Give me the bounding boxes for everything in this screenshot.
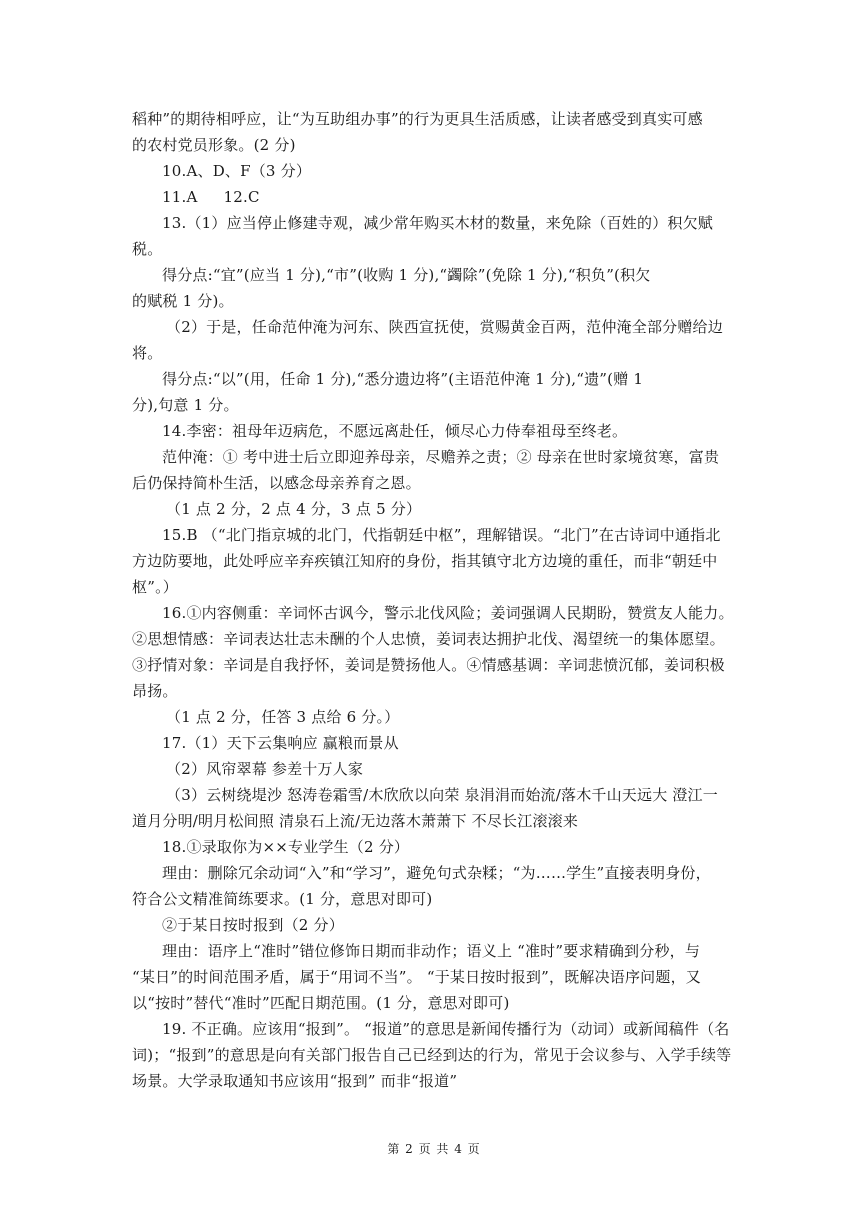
- scoring-points: 得分点:“以”(用，任命 1 分),“悉分遗边将”(主语范仲淹 1 分),“遗”(赠 1: [162, 370, 644, 388]
- page-number: 第 2 页 共 4 页: [387, 1142, 481, 1156]
- answer-12: 12.C: [223, 188, 260, 206]
- answer-10: 10.A、D、F（3 分）: [162, 162, 312, 180]
- text-line: 范仲淹：① 考中进士后立即迎养母亲，尽赡养之责；② 母亲在世时家境贫寒，富贵: [162, 448, 720, 466]
- text-line: 枢”。）: [132, 578, 178, 596]
- scoring-note: （1 点 2 分，2 点 4 分，3 点 5 分）: [166, 500, 422, 518]
- text-line: 以“按时”替代“准时”匹配日期范围。(1 分，意思对即可): [132, 994, 510, 1012]
- answer-18-2: ②于某日按时报到（2 分）: [162, 916, 344, 934]
- text-line: 场景。大学录取通知书应该用“报到” 而非“报道”: [132, 1072, 458, 1090]
- text-line: ③抒情对象：辛词是自我抒怀，姜词是赞扬他人。④情感基调：辛词悲愤沉郁，姜词积极: [132, 656, 725, 674]
- answer-19: 19. 不正确。应该用“报到”。 “报道”的意思是新闻传播行为（动词）或新闻稿件（名: [162, 1020, 730, 1038]
- text-line: ②思想情感：辛词表达壮志未酬的个人忠愤，姜词表达拥护北伐、渴望统一的集体愿望。: [132, 630, 725, 648]
- text-line: “某日”的时间范围矛盾，属于“用词不当”。 “于某日按时报到”，既解决语序问题，又: [132, 968, 701, 986]
- answer-text-body: [132, 106, 742, 1094]
- text-line: 稻种”的期待相呼应，让“为互助组办事”的行为更具生活质感，让读者感受到真实可感: [132, 110, 703, 128]
- text-line: 词)；“报到”的意思是向有关部门报告自己已经到达的行为，常见于会议参与、入学手续等: [132, 1046, 732, 1064]
- answer-11: 11.A: [162, 188, 198, 206]
- answer-17-1: 17.（1）天下云集响应 赢粮而景从: [162, 734, 399, 752]
- scoring-points: 得分点:“宜”(应当 1 分),“市”(收购 1 分),“蠲除”(免除 1 分),“积负”(积欠: [162, 266, 651, 284]
- answer-13-2: （2）于是，任命范仲淹为河东、陕西宣抚使，赏赐黄金百两，范仲淹全部分赠给边: [166, 318, 723, 336]
- text-line: 将。: [132, 344, 163, 362]
- reason-text: 理由：删除冗余动词“入”和“学习”，避免句式杂糅；“为……学生”直接表明身份，: [162, 864, 711, 882]
- answer-13-1: 13.（1）应当停止修建寺观，减少常年购买木材的数量，来免除（百姓的）积欠赋: [162, 214, 714, 232]
- answer-16: 16.①内容侧重：辛词怀古讽今，警示北伐风险；姜词强调人民期盼，赞赏友人能力。: [162, 604, 734, 622]
- text-line: 道月分明/明月松间照 清泉石上流/无边落木萧萧下 不尽长江滚滚来: [132, 812, 579, 830]
- answer-17-3: （3）云树绕堤沙 怒涛卷霜雪/木欣欣以向荣 泉涓涓而始流/落木千山天远大 澄江一: [166, 786, 718, 804]
- text-line: 的农村党员形象。(2 分): [132, 136, 296, 154]
- text-line: 分),句意 1 分。: [132, 396, 239, 414]
- answer-14: 14.李密：祖母年迈病危，不愿远离赴任，倾尽心力侍奉祖母至终老。: [162, 422, 628, 440]
- scoring-note: （1 点 2 分，任答 3 点给 6 分。）: [166, 708, 400, 726]
- text-line: 的赋税 1 分)。: [132, 292, 234, 310]
- text-line: 符合公文精准简练要求。(1 分，意思对即可): [132, 890, 433, 908]
- answer-17-2: （2）风帘翠幕 参差十万人家: [166, 760, 364, 778]
- text-line: 后仍保持简朴生活，以感念母亲养育之恩。: [132, 474, 421, 492]
- text-line: 方边防要地，此处呼应辛弃疾镇江知府的身份，指其镇守北方边境的重任，而非“朝廷中: [132, 552, 718, 570]
- reason-text: 理由：语序上“准时”错位修饰日期而非动作；语义上 “准时”要求精确到分秒，与: [162, 942, 701, 960]
- answer-18-1: 18.①录取你为××专业学生（2 分）: [162, 838, 410, 856]
- answer-11-12: [132, 184, 742, 210]
- text-line: 税。: [132, 240, 163, 258]
- text-line: 昂扬。: [132, 682, 178, 700]
- answer-15: 15.B （“北门指京城的北门，代指朝廷中枢”，理解错误。“北门”在古诗词中通指北: [162, 526, 721, 544]
